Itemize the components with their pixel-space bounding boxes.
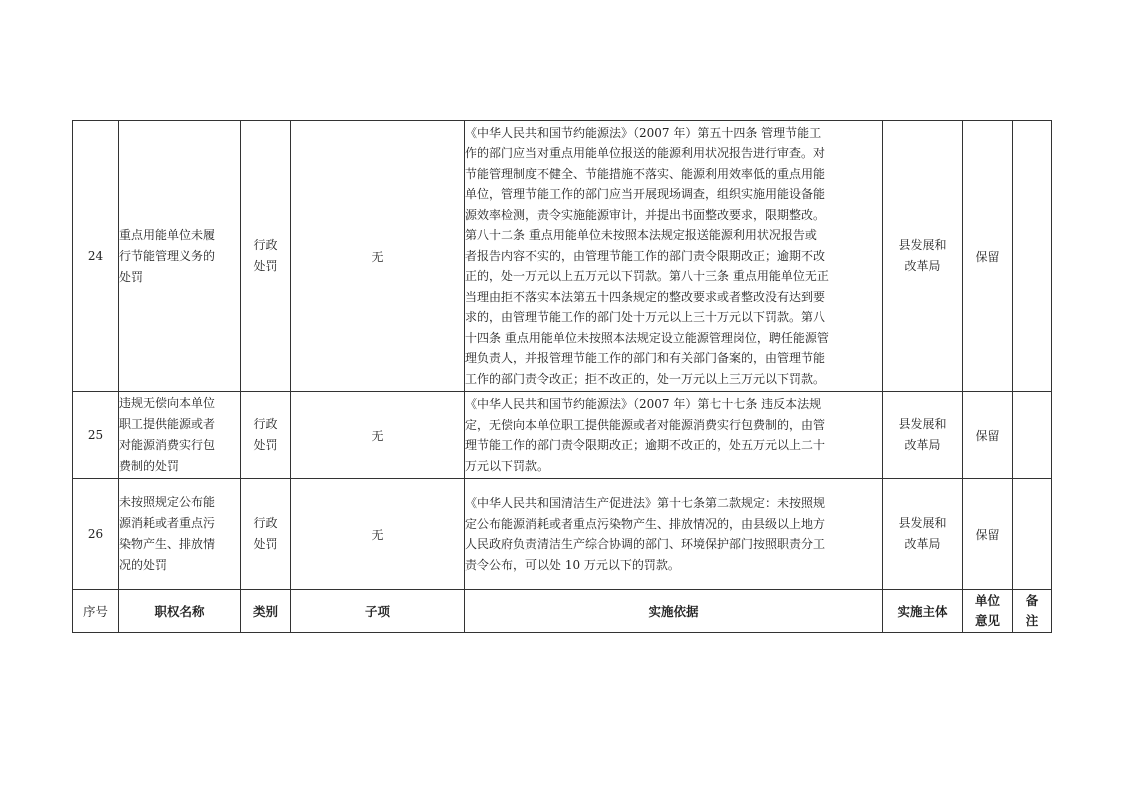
legal-basis [465, 121, 883, 392]
legal-basis-line: 节能管理制度不健全、节能措施不落实、能源利用效率低的重点用能 [465, 166, 826, 181]
table-row [73, 392, 1052, 479]
header-implementing-body: 实施主体 [883, 590, 963, 633]
table-header-row [73, 590, 1052, 633]
authority-table [72, 120, 1052, 633]
legal-basis-line: 万元以下罚款。 [465, 458, 550, 473]
legal-basis-line: 理负责人，并报管理节能工作的部门和有关部门备案的，由管理节能 [465, 351, 826, 366]
legal-basis-line: 十四条 重点用能单位未按照本法规定设立能源管理岗位，聘任能源管 [465, 330, 829, 345]
implementing-body [883, 479, 963, 590]
table-row [73, 479, 1052, 590]
remark [1013, 479, 1052, 590]
implementing-body [883, 392, 963, 479]
remark [1013, 392, 1052, 479]
legal-basis-line: 责令公布，可以处 10 万元以下的罚款。 [465, 557, 680, 572]
legal-basis-line: 理节能工作的部门责令限期改正；逾期不改正的，处五万元以上二十 [465, 438, 826, 452]
category-line: 处罚 [253, 259, 278, 273]
subitem: 无 [291, 479, 465, 590]
header-unit-opinion [963, 590, 1013, 633]
authority-name [119, 392, 241, 479]
legal-basis-line: 工作的部门责令改正；拒不改正的，处一万元以上三万元以下罚款。 [465, 371, 826, 386]
legal-basis-line: 定公布能源消耗或者重点污染物产生、排放情况的，由县级以上地方 [465, 516, 826, 531]
header-unit-opinion-line: 意见 [974, 613, 1000, 628]
unit-opinion: 保留 [963, 121, 1013, 392]
header-remark-line: 备 [1025, 593, 1039, 608]
authority-name-line: 费制的处罚 [119, 459, 180, 473]
category-line: 处罚 [253, 438, 278, 452]
row-number: 25 [73, 392, 119, 479]
header-subitem: 子项 [291, 590, 465, 633]
authority-name-line: 重点用能单位未履 [119, 227, 216, 242]
subitem: 无 [291, 392, 465, 479]
legal-basis-line: 《中华人民共和国清洁生产促进法》第十七条第二款规定：未按照规 [465, 496, 826, 510]
unit-opinion: 保留 [963, 392, 1013, 479]
category-line: 行政 [253, 417, 278, 431]
implementing-body-line: 县发展和 [898, 417, 947, 431]
legal-basis-line: 定，无偿向本单位职工提供能源或者对能源消费实行包费制的，由管 [465, 417, 826, 432]
legal-basis-line: 《中华人民共和国节约能源法》（2007 年）第七十七条 违反本法规 [465, 397, 822, 411]
category-line: 处罚 [253, 537, 278, 551]
legal-basis [465, 479, 883, 590]
implementing-body-line: 改革局 [904, 438, 941, 452]
authority-name-line: 违规无偿向本单位 [119, 396, 216, 410]
authority-name-line: 况的处罚 [119, 558, 168, 572]
authority-name [119, 121, 241, 392]
header-legal-basis: 实施依据 [465, 590, 883, 633]
header-unit-opinion-line: 单位 [974, 593, 1000, 608]
legal-basis-line: 源效率检测，责令实施能源审计，并提出书面整改要求，限期整改。 [465, 207, 826, 222]
legal-basis-line: 者报告内容不实的，由管理节能工作的部门责令限期改正；逾期不改 [465, 248, 826, 263]
category-line: 行政 [253, 238, 278, 252]
authority-name-line: 染物产生、排放情 [119, 537, 216, 551]
legal-basis-line: 单位，管理节能工作的部门应当开展现场调查，组织实施用能设备能 [465, 187, 826, 202]
subitem: 无 [291, 121, 465, 392]
legal-basis-line: 第八十二条 重点用能单位未按照本法规定报送能源利用状况报告或 [465, 228, 817, 243]
authority-name-line: 行节能管理义务的 [119, 248, 216, 263]
header-number: 序号 [73, 590, 119, 633]
remark [1013, 121, 1052, 392]
header-authority-name: 职权名称 [119, 590, 241, 633]
category [241, 121, 291, 392]
category-line: 行政 [253, 516, 278, 530]
header-remark-line: 注 [1025, 613, 1039, 628]
row-number: 24 [73, 121, 119, 392]
legal-basis-line: 《中华人民共和国节约能源法》（2007 年）第五十四条 管理节能工 [465, 125, 822, 140]
legal-basis-line: 作的部门应当对重点用能单位报送的能源利用状况报告进行审查。对 [465, 146, 826, 161]
implementing-body-line: 县发展和 [898, 238, 947, 252]
authority-name [119, 479, 241, 590]
legal-basis-line: 当理由拒不落实本法第五十四条规定的整改要求或者整改没有达到要 [465, 289, 826, 304]
table-row [73, 121, 1052, 392]
authority-name-line: 对能源消费实行包 [119, 438, 216, 452]
authority-name-line: 未按照规定公布能 [119, 495, 216, 509]
unit-opinion: 保留 [963, 479, 1013, 590]
implementing-body-line: 改革局 [904, 259, 941, 273]
category [241, 479, 291, 590]
legal-basis-line: 人民政府负责清洁生产综合协调的部门、环境保护部门按照职责分工 [465, 537, 826, 551]
legal-basis-line: 求的，由管理节能工作的部门处十万元以上三十万元以下罚款。第八 [465, 310, 826, 325]
implementing-body [883, 121, 963, 392]
legal-basis [465, 392, 883, 479]
implementing-body-line: 县发展和 [898, 516, 947, 530]
category [241, 392, 291, 479]
authority-name-line: 源消耗或者重点污 [119, 516, 216, 530]
implementing-body-line: 改革局 [904, 537, 941, 551]
header-category: 类别 [241, 590, 291, 633]
header-remark [1013, 590, 1052, 633]
legal-basis-line: 正的，处一万元以上五万元以下罚款。第八十三条 重点用能单位无正 [465, 269, 829, 284]
authority-name-line: 职工提供能源或者 [119, 417, 216, 431]
authority-name-line: 处罚 [119, 269, 144, 284]
row-number: 26 [73, 479, 119, 590]
